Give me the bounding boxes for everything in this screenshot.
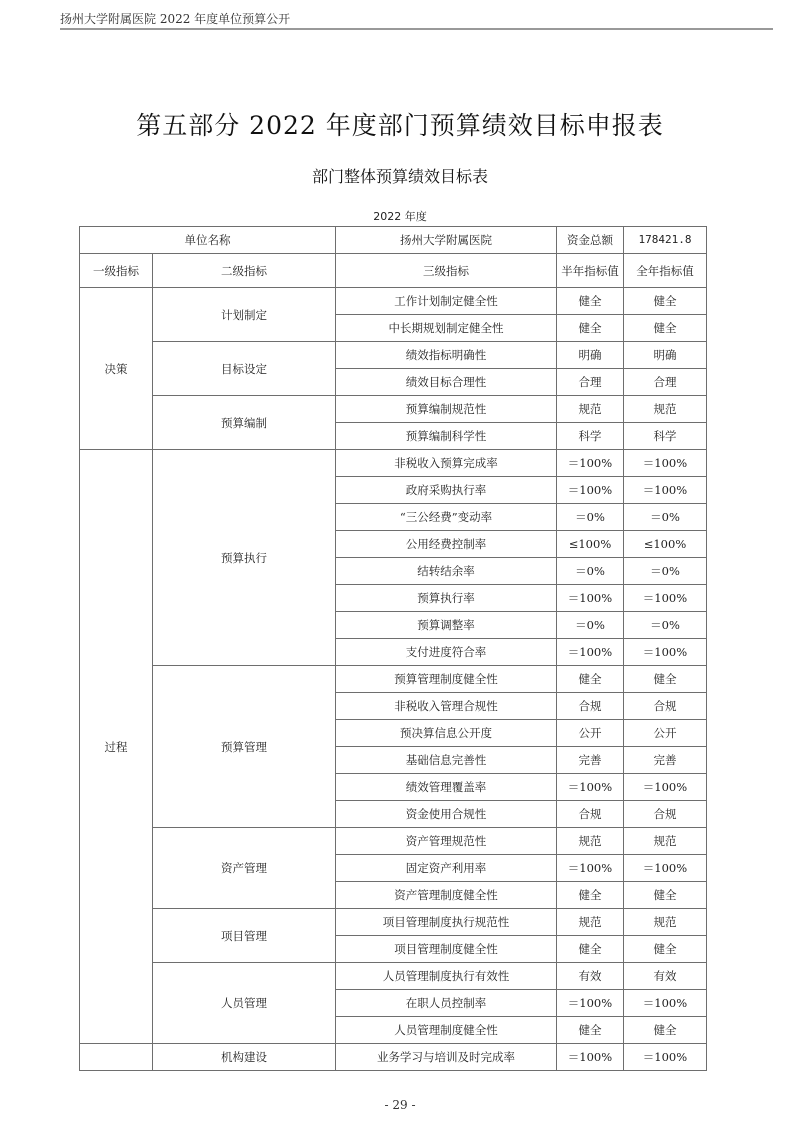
year-caption: 2022 年度 bbox=[373, 210, 427, 223]
full-year-value: ＝0% bbox=[624, 612, 707, 639]
full-year-value: ＝100% bbox=[624, 450, 707, 477]
half-year-value: ＝100% bbox=[557, 855, 624, 882]
half-year-value: ＝100% bbox=[557, 585, 624, 612]
half-year-value: ＝100% bbox=[557, 990, 624, 1017]
full-year-value: ＝100% bbox=[624, 1044, 707, 1071]
header-divider bbox=[60, 28, 773, 30]
full-year-value: ＝100% bbox=[624, 990, 707, 1017]
level3-indicator: 中长期规划制定健全性 bbox=[336, 315, 557, 342]
performance-target-table bbox=[79, 226, 707, 1071]
full-year-value: ＝0% bbox=[624, 558, 707, 585]
half-year-value: 健全 bbox=[557, 315, 624, 342]
level3-indicator: 预算执行率 bbox=[336, 585, 557, 612]
half-year-value: ≤100% bbox=[557, 531, 624, 558]
level3-indicator: 人员管理制度健全性 bbox=[336, 1017, 557, 1044]
table-row bbox=[80, 1044, 707, 1071]
full-year-value: ＝100% bbox=[624, 477, 707, 504]
header-row bbox=[80, 254, 707, 288]
full-year-value: 合规 bbox=[624, 801, 707, 828]
full-year-value: 合规 bbox=[624, 693, 707, 720]
header-level2: 二级指标 bbox=[153, 254, 336, 288]
half-year-value: 合理 bbox=[557, 369, 624, 396]
full-year-value: 有效 bbox=[624, 963, 707, 990]
level2-indicator: 机构建设 bbox=[153, 1044, 336, 1071]
table-row bbox=[80, 396, 707, 423]
level2-indicator: 项目管理 bbox=[153, 909, 336, 963]
level1-indicator: 过程 bbox=[80, 450, 153, 1044]
level3-indicator: 固定资产利用率 bbox=[336, 855, 557, 882]
half-year-value: 规范 bbox=[557, 396, 624, 423]
half-year-value: 健全 bbox=[557, 1017, 624, 1044]
half-year-value: 科学 bbox=[557, 423, 624, 450]
table-row bbox=[80, 963, 707, 990]
full-year-value: 公开 bbox=[624, 720, 707, 747]
half-year-value: 健全 bbox=[557, 288, 624, 315]
level3-indicator: 支付进度符合率 bbox=[336, 639, 557, 666]
fund-total-label: 资金总额 bbox=[557, 227, 624, 254]
level3-indicator: 项目管理制度健全性 bbox=[336, 936, 557, 963]
half-year-value: ＝100% bbox=[557, 477, 624, 504]
table-row bbox=[80, 342, 707, 369]
full-year-value: ＝100% bbox=[624, 855, 707, 882]
level3-indicator: 预算编制规范性 bbox=[336, 396, 557, 423]
half-year-value: 有效 bbox=[557, 963, 624, 990]
table-row bbox=[80, 909, 707, 936]
level3-indicator: 非税收入管理合规性 bbox=[336, 693, 557, 720]
full-year-value: ＝100% bbox=[624, 774, 707, 801]
level2-indicator: 预算执行 bbox=[153, 450, 336, 666]
level2-indicator: 计划制定 bbox=[153, 288, 336, 342]
full-year-value: 规范 bbox=[624, 396, 707, 423]
half-year-value: 健全 bbox=[557, 666, 624, 693]
full-year-value: 健全 bbox=[624, 288, 707, 315]
full-year-value: 明确 bbox=[624, 342, 707, 369]
full-year-value: ＝0% bbox=[624, 504, 707, 531]
full-year-value: 健全 bbox=[624, 666, 707, 693]
half-year-value: 明确 bbox=[557, 342, 624, 369]
half-year-value: 规范 bbox=[557, 828, 624, 855]
table-title: 部门整体预算绩效目标表 bbox=[311, 167, 488, 186]
full-year-value: 健全 bbox=[624, 1017, 707, 1044]
level3-indicator: 绩效目标合理性 bbox=[336, 369, 557, 396]
half-year-value: 公开 bbox=[557, 720, 624, 747]
level3-indicator: 预算调整率 bbox=[336, 612, 557, 639]
level3-indicator: 公用经费控制率 bbox=[336, 531, 557, 558]
level2-indicator: 资产管理 bbox=[153, 828, 336, 909]
half-year-value: ＝0% bbox=[557, 612, 624, 639]
half-year-value: ＝100% bbox=[557, 639, 624, 666]
table-row bbox=[80, 666, 707, 693]
table-row bbox=[80, 828, 707, 855]
level3-indicator: 预决算信息公开度 bbox=[336, 720, 557, 747]
half-year-value: ＝0% bbox=[557, 558, 624, 585]
full-year-value: 健全 bbox=[624, 315, 707, 342]
level3-indicator: 绩效指标明确性 bbox=[336, 342, 557, 369]
header-level3: 三级指标 bbox=[336, 254, 557, 288]
half-year-value: ＝100% bbox=[557, 450, 624, 477]
full-year-value: 完善 bbox=[624, 747, 707, 774]
half-year-value: 规范 bbox=[557, 909, 624, 936]
running-header: 扬州大学附属医院 2022 年度单位预算公开 bbox=[60, 12, 291, 26]
page-number: - 29 - bbox=[384, 1098, 416, 1112]
unit-row bbox=[80, 227, 707, 254]
full-year-value: ＝100% bbox=[624, 639, 707, 666]
level2-indicator: 人员管理 bbox=[153, 963, 336, 1044]
half-year-value: ＝0% bbox=[557, 504, 624, 531]
full-year-value: ＝100% bbox=[624, 585, 707, 612]
half-year-value: ＝100% bbox=[557, 774, 624, 801]
half-year-value: ＝100% bbox=[557, 1044, 624, 1071]
level3-indicator: “三公经费”变动率 bbox=[336, 504, 557, 531]
header-full-year: 全年指标值 bbox=[624, 254, 707, 288]
level3-indicator: 绩效管理覆盖率 bbox=[336, 774, 557, 801]
level3-indicator: 预算编制科学性 bbox=[336, 423, 557, 450]
level3-indicator: 基础信息完善性 bbox=[336, 747, 557, 774]
fund-total-value: 178421.8 bbox=[624, 227, 707, 254]
half-year-value: 完善 bbox=[557, 747, 624, 774]
level3-indicator: 资产管理制度健全性 bbox=[336, 882, 557, 909]
level3-indicator: 在职人员控制率 bbox=[336, 990, 557, 1017]
level3-indicator: 结转结余率 bbox=[336, 558, 557, 585]
full-year-value: 合理 bbox=[624, 369, 707, 396]
level3-indicator: 资产管理规范性 bbox=[336, 828, 557, 855]
full-year-value: 规范 bbox=[624, 909, 707, 936]
half-year-value: 合规 bbox=[557, 693, 624, 720]
level3-indicator: 资金使用合规性 bbox=[336, 801, 557, 828]
level2-indicator: 目标设定 bbox=[153, 342, 336, 396]
header-half-year: 半年指标值 bbox=[557, 254, 624, 288]
level3-indicator: 工作计划制定健全性 bbox=[336, 288, 557, 315]
unit-name-label: 单位名称 bbox=[80, 227, 336, 254]
full-year-value: 规范 bbox=[624, 828, 707, 855]
level3-indicator: 政府采购执行率 bbox=[336, 477, 557, 504]
table-row bbox=[80, 288, 707, 315]
full-year-value: 健全 bbox=[624, 882, 707, 909]
level1-indicator: 决策 bbox=[80, 288, 153, 450]
unit-name-value: 扬州大学附属医院 bbox=[336, 227, 557, 254]
level3-indicator: 人员管理制度执行有效性 bbox=[336, 963, 557, 990]
level2-indicator: 预算管理 bbox=[153, 666, 336, 828]
full-year-value: 科学 bbox=[624, 423, 707, 450]
table-row bbox=[80, 450, 707, 477]
level3-indicator: 项目管理制度执行规范性 bbox=[336, 909, 557, 936]
half-year-value: 健全 bbox=[557, 882, 624, 909]
half-year-value: 健全 bbox=[557, 936, 624, 963]
level3-indicator: 业务学习与培训及时完成率 bbox=[336, 1044, 557, 1071]
table-body bbox=[80, 227, 707, 1071]
half-year-value: 合规 bbox=[557, 801, 624, 828]
full-year-value: ≤100% bbox=[624, 531, 707, 558]
full-year-value: 健全 bbox=[624, 936, 707, 963]
level2-indicator: 预算编制 bbox=[153, 396, 336, 450]
level1-indicator bbox=[80, 1044, 153, 1071]
page-title: 第五部分 2022 年度部门预算绩效目标申报表 bbox=[136, 111, 664, 140]
level3-indicator: 非税收入预算完成率 bbox=[336, 450, 557, 477]
level3-indicator: 预算管理制度健全性 bbox=[336, 666, 557, 693]
header-level1: 一级指标 bbox=[80, 254, 153, 288]
